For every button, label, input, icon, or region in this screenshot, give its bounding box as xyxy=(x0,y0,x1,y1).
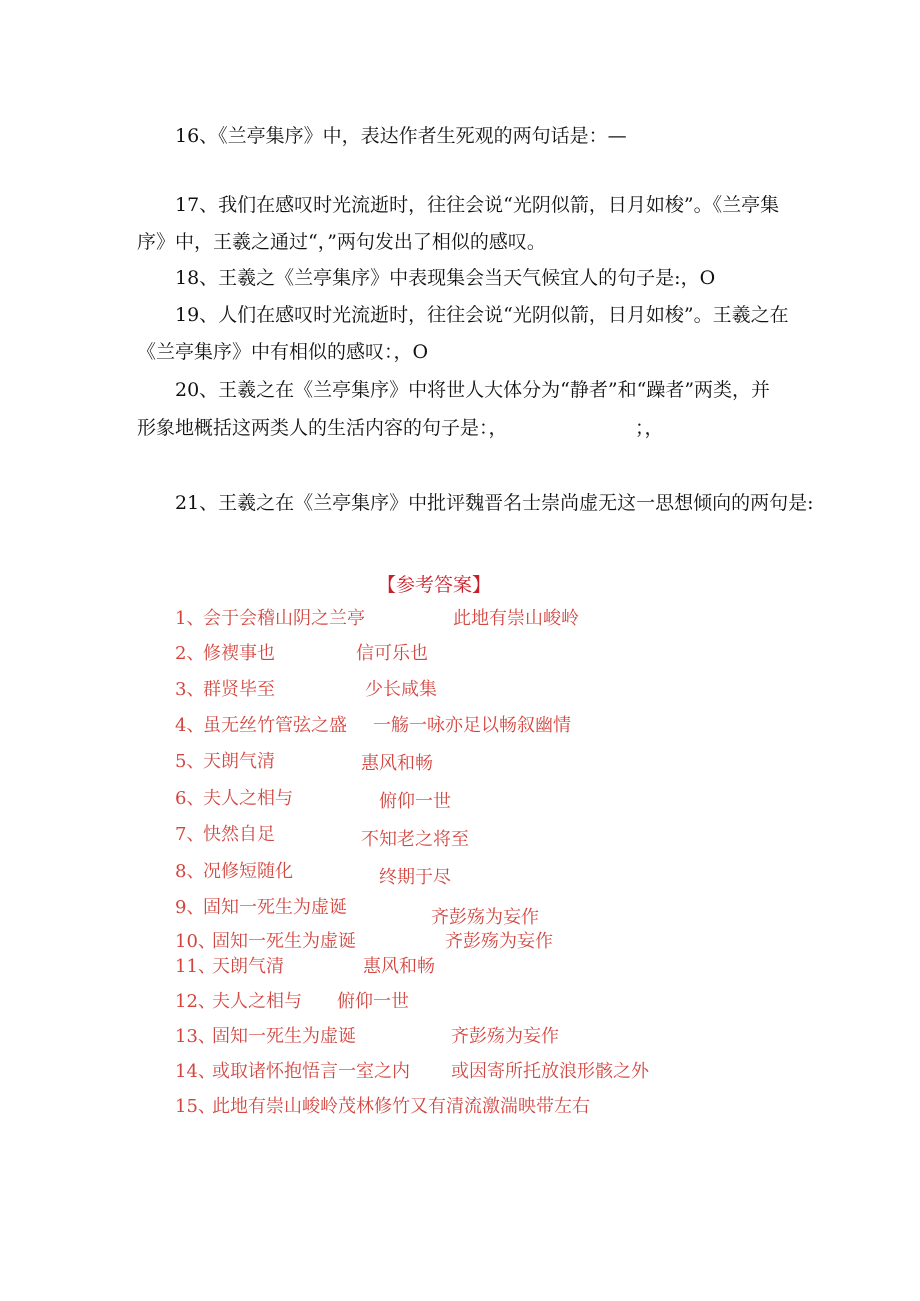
answer-part-b: 此地有崇山峻岭 xyxy=(453,608,579,629)
answer-number: 9、 xyxy=(175,897,205,918)
answer-part-b: 或因寄所托放浪形骸之外 xyxy=(451,1061,649,1082)
question-20-line-2: 形象地概括这两类人的生活内容的句子是：， xyxy=(137,417,508,439)
answer-part-b: 不知老之将至 xyxy=(361,829,469,850)
answer-part-b: 齐彭殇为妄作 xyxy=(451,1026,559,1047)
question-20-line-1: 20、王羲之在《兰亭集序》中将世人大体分为“静者”和“躁者”两类，并 xyxy=(175,379,771,401)
answer-part-a: 固知一死生为虚诞 xyxy=(203,897,347,918)
answer-part-a: 虽无丝竹管弦之盛 xyxy=(203,715,347,736)
answer-number: 13、 xyxy=(175,1026,216,1047)
answer-part-b: 惠风和畅 xyxy=(363,956,435,977)
answer-number: 4、 xyxy=(175,715,205,736)
question-19-line-1: 19、人们在感叹时光流逝时，往往会说“光阴似箭，日月如梭”。王羲之在 xyxy=(175,304,789,326)
answer-part-a: 况修短随化 xyxy=(203,861,293,882)
answer-part-b-clipped: 齐彭殇为妄作 xyxy=(431,907,539,928)
answer-part-b: 齐彭殇为妄作 xyxy=(445,931,553,952)
answer-number: 12、 xyxy=(175,991,216,1012)
answer-part-a: 快然自足 xyxy=(203,824,275,845)
answer-part-a: 夫人之相与 xyxy=(212,991,302,1012)
answer-part-b: 一觞一咏亦足以畅叙幽情 xyxy=(373,715,571,736)
answer-number: 5、 xyxy=(175,751,205,772)
answer-part-a: 天朗气清 xyxy=(212,956,284,977)
answer-part-b: 惠风和畅 xyxy=(361,753,433,774)
answer-part-a: 修褉事也 xyxy=(203,643,275,664)
question-19-line-2: 《兰亭集序》中有相似的感叹：，O xyxy=(137,341,429,363)
answer-part-a: 夫人之相与 xyxy=(203,788,293,809)
answer-part-a: 天朗气清 xyxy=(203,751,275,772)
answer-part-a: 固知一死生为虚诞 xyxy=(212,1026,356,1047)
answer-number: 11、 xyxy=(175,956,216,977)
answer-number: 7、 xyxy=(175,824,205,845)
answer-number: 10、 xyxy=(175,931,216,952)
question-21-line-1: 21、王羲之在《兰亭集序》中批评魏晋名士崇尚虚无这一思想倾向的两句是: xyxy=(175,492,814,514)
answers-title: 【参考答案】 xyxy=(377,574,492,596)
answer-part-a: 或取诸怀抱悟言一室之内 xyxy=(212,1061,410,1082)
question-16-line-1: 16、《兰亭集序》中，表达作者生死观的两句话是：— xyxy=(175,125,627,147)
question-18-line-1: 18、王羲之《兰亭集序》中表现集会当天气候宜人的句子是:，O xyxy=(175,267,716,289)
answer-number: 2、 xyxy=(175,643,205,664)
answer-part-a: 群贤毕至 xyxy=(203,679,275,700)
answer-part-b: 俯仰一世 xyxy=(379,791,451,812)
answer-part-a: 固知一死生为虚诞 xyxy=(212,931,356,952)
answer-number: 6、 xyxy=(175,788,205,809)
question-17-line-2: 序》中，王羲之通过“，”两句发出了相似的感叹。 xyxy=(137,231,546,253)
answer-part-b: 信可乐也 xyxy=(356,643,428,664)
answer-part-a: 此地有崇山峻岭茂林修竹又有清流激湍映带左右 xyxy=(212,1096,590,1117)
answer-part-a: 会于会稽山阴之兰亭 xyxy=(203,608,365,629)
answer-number: 15、 xyxy=(175,1096,216,1117)
answer-part-b: 俯仰一世 xyxy=(337,991,409,1012)
answer-number: 8、 xyxy=(175,861,205,882)
question-20-line-2-tail: ；， xyxy=(635,417,664,439)
answer-number: 14、 xyxy=(175,1061,216,1082)
answer-number: 3、 xyxy=(175,679,205,700)
answer-part-b: 少长咸集 xyxy=(365,679,437,700)
answer-number: 1、 xyxy=(175,608,205,629)
question-17-line-1: 17、我们在感叹时光流逝时，往往会说“光阴似箭，日月如梭”。《兰亭集 xyxy=(175,194,780,216)
answer-part-b: 终期于尽 xyxy=(379,867,451,888)
